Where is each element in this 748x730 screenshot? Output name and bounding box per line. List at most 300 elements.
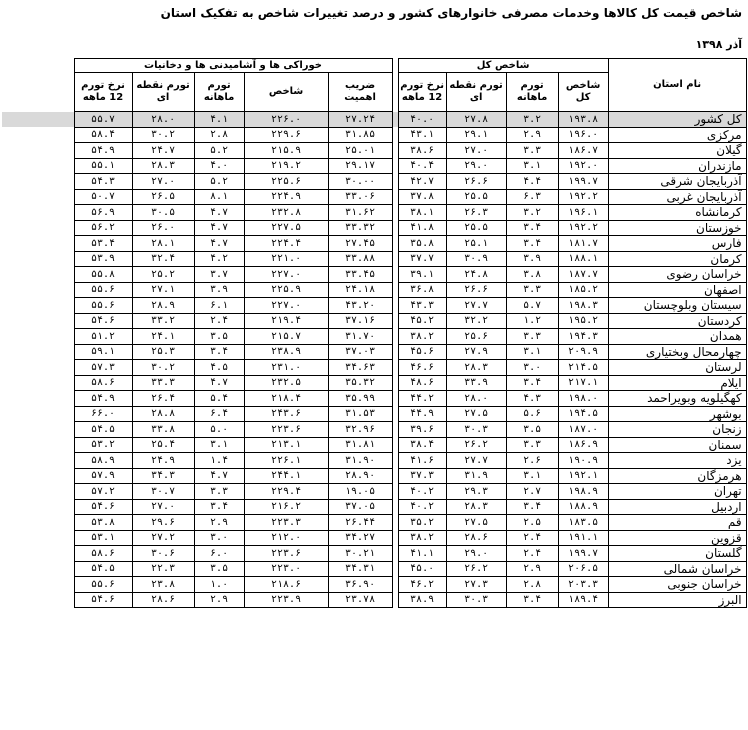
general-index-cell: ۱۸۹.۴ (558, 592, 608, 608)
food-index-cell: ۲۴۴.۱ (244, 468, 328, 484)
food-point-inflation-cell: ۳۳.۸ (132, 422, 194, 438)
food-index-cell: ۲۲۷.۰ (244, 267, 328, 283)
general-12month-inflation-cell: ۴۲.۷ (398, 174, 446, 190)
table-padding (2, 406, 74, 422)
general-monthly-inflation-cell: ۵.۶ (506, 406, 558, 422)
table-padding (2, 499, 74, 515)
food-weight-cell: ۲۴.۱۸ (328, 282, 392, 298)
food-12month-inflation-cell: ۵۵.۶ (74, 282, 132, 298)
province-name: گیلان (608, 143, 746, 159)
table-padding (2, 298, 74, 314)
general-monthly-inflation-cell: ۳.۳ (506, 329, 558, 345)
general-index-cell: ۲۰۶.۵ (558, 561, 608, 577)
province-name: کهگیلویه وبویراحمد (608, 391, 746, 407)
group-separator (392, 577, 398, 593)
group-separator (392, 437, 398, 453)
food-weight-cell: ۳۱.۸۵ (328, 127, 392, 143)
group-separator (392, 127, 398, 143)
table-padding (2, 174, 74, 190)
food-weight-cell: ۳۳.۴۵ (328, 267, 392, 283)
general-12month-inflation-cell: ۴۵.۲ (398, 313, 446, 329)
general-point-inflation-cell: ۲۶.۶ (446, 174, 506, 190)
food-point-inflation-cell: ۳۰.۲ (132, 360, 194, 376)
food-weight-cell: ۲۶.۴۴ (328, 515, 392, 531)
group-separator (392, 561, 398, 577)
table-row (2, 577, 746, 593)
table-row (2, 251, 746, 267)
group-separator (392, 174, 398, 190)
group-separator (392, 251, 398, 267)
food-12month-inflation-cell: ۵۴.۵ (74, 422, 132, 438)
group-separator (392, 530, 398, 546)
general-monthly-inflation-cell: ۳.۱ (506, 468, 558, 484)
food-monthly-inflation-cell: ۴.۵ (194, 360, 244, 376)
document-title: شاخص قیمت کل کالاها وخدمات مصرفی خانوارهای کشور و درصد تغییرات شاخص به تفکیک استان (160, 6, 742, 20)
food-index-cell: ۲۲۳.۶ (244, 546, 328, 562)
general-12month-inflation-cell: ۳۸.۲ (398, 530, 446, 546)
province-name: هرمزگان (608, 468, 746, 484)
general-index-group-header: شاخص کل (398, 59, 608, 73)
table-padding (2, 453, 74, 469)
food-point-inflation-cell: ۲۸.۸ (132, 406, 194, 422)
general-monthly-inflation-cell: ۱.۲ (506, 313, 558, 329)
general-monthly-inflation-cell: ۳.۵ (506, 422, 558, 438)
table-padding (2, 127, 74, 143)
food-group-header: خوراکی ها و آشامیدنی ها و دخانیات (74, 59, 392, 73)
group-separator (392, 499, 398, 515)
general-index-cell: ۱۸۸.۱ (558, 251, 608, 267)
province-name: خراسان جنوبی (608, 577, 746, 593)
food-point-inflation-cell: ۳۰.۷ (132, 484, 194, 500)
food-12month-inflation-cell: ۵۶.۲ (74, 220, 132, 236)
food-weight-cell: ۳۰.۰۰ (328, 174, 392, 190)
table-row (2, 360, 746, 376)
general-12month-inflation-cell: ۴۰.۴ (398, 158, 446, 174)
food-index-col-header: شاخص (244, 73, 328, 112)
food-monthly-inflation-cell: ۴.۷ (194, 236, 244, 252)
general-index-cell: ۱۹۹.۷ (558, 174, 608, 190)
general-index-cell: ۱۹۵.۲ (558, 313, 608, 329)
group-separator (392, 220, 398, 236)
table-padding (2, 329, 74, 345)
general-index-col-header: شاخص کل (558, 73, 608, 112)
province-name: تهران (608, 484, 746, 500)
general-index-cell: ۱۸۶.۷ (558, 143, 608, 159)
general-monthly-inflation-cell: ۳.۹ (506, 251, 558, 267)
general-index-cell: ۱۸۶.۹ (558, 437, 608, 453)
table-row (2, 515, 746, 531)
general-12month-inflation-cell: ۳۷.۳ (398, 468, 446, 484)
food-12month-inflation-cell: ۵۳.۱ (74, 530, 132, 546)
table-row (2, 422, 746, 438)
general-point-inflation-cell: ۲۹.۳ (446, 484, 506, 500)
general-index-cell: ۱۸۷.۷ (558, 267, 608, 283)
food-monthly-inflation-cell: ۳.۴ (194, 344, 244, 360)
province-name: مازندران (608, 158, 746, 174)
food-weight-cell: ۲۸.۹۰ (328, 468, 392, 484)
general-monthly-inflation-cell: ۳.۳ (506, 282, 558, 298)
group-separator (392, 112, 398, 128)
table-padding (2, 220, 74, 236)
food-point-inflation-cell: ۳۰.۵ (132, 205, 194, 221)
general-index-cell: ۱۹۲.۲ (558, 189, 608, 205)
general-12month-inflation-cell: ۴۴.۲ (398, 391, 446, 407)
group-separator (392, 515, 398, 531)
province-name: آذربایجان شرقی (608, 174, 746, 190)
food-index-cell: ۲۱۹.۲ (244, 158, 328, 174)
general-monthly-inflation-cell: ۴.۳ (506, 391, 558, 407)
food-index-cell: ۲۲۷.۰ (244, 298, 328, 314)
food-point-inflation-cell: ۲۳.۸ (132, 577, 194, 593)
food-index-cell: ۲۲۴.۹ (244, 189, 328, 205)
food-index-cell: ۲۲۹.۶ (244, 127, 328, 143)
general-monthly-inflation-cell: ۳.۳ (506, 143, 558, 159)
food-monthly-inflation-cell: ۴.۰ (194, 158, 244, 174)
food-12month-inflation-cell: ۵۷.۲ (74, 484, 132, 500)
food-point-inflation-col-header: تورم نقطه ای (132, 73, 194, 112)
food-weight-cell: ۳۳.۳۲ (328, 220, 392, 236)
province-name: سمنان (608, 437, 746, 453)
table-padding (2, 205, 74, 221)
group-separator (392, 267, 398, 283)
general-point-inflation-cell: ۲۶.۲ (446, 437, 506, 453)
food-point-inflation-cell: ۲۵.۴ (132, 437, 194, 453)
food-point-inflation-cell: ۳۴.۳ (132, 468, 194, 484)
food-index-cell: ۲۱۸.۴ (244, 391, 328, 407)
group-separator (392, 375, 398, 391)
food-index-cell: ۲۱۵.۹ (244, 143, 328, 159)
food-monthly-inflation-col-header: تورم ماهانه (194, 73, 244, 112)
food-point-inflation-cell: ۲۷.۰ (132, 174, 194, 190)
table-row (2, 220, 746, 236)
general-monthly-inflation-cell: ۳.۲ (506, 112, 558, 128)
general-12month-inflation-cell: ۴۳.۳ (398, 298, 446, 314)
table-padding (2, 422, 74, 438)
food-index-cell: ۲۳۲.۸ (244, 205, 328, 221)
food-point-inflation-cell: ۲۶.۵ (132, 189, 194, 205)
table-padding (2, 546, 74, 562)
general-index-cell: ۱۹۲.۱ (558, 468, 608, 484)
table-padding (2, 375, 74, 391)
general-point-inflation-cell: ۲۸.۳ (446, 499, 506, 515)
food-weight-cell: ۲۷.۴۵ (328, 236, 392, 252)
table-body (2, 112, 746, 608)
table-row (2, 406, 746, 422)
table-row (2, 499, 746, 515)
food-12month-inflation-cell: ۵۴.۶ (74, 592, 132, 608)
table-row (2, 189, 746, 205)
table-padding (2, 577, 74, 593)
general-12month-inflation-cell: ۳۶.۸ (398, 282, 446, 298)
table-row (2, 313, 746, 329)
table-row-national (2, 112, 746, 128)
general-12month-inflation-cell: ۳۷.۷ (398, 251, 446, 267)
food-12month-inflation-cell: ۵۹.۱ (74, 344, 132, 360)
food-point-inflation-cell: ۳۲.۴ (132, 251, 194, 267)
general-monthly-inflation-cell: ۳.۳ (506, 437, 558, 453)
general-index-cell: ۱۸۷.۰ (558, 422, 608, 438)
food-12month-inflation-cell: ۵۰.۷ (74, 189, 132, 205)
food-monthly-inflation-cell: ۱.۰ (194, 577, 244, 593)
table-row (2, 174, 746, 190)
food-index-cell: ۲۱۲.۰ (244, 530, 328, 546)
table-padding (2, 251, 74, 267)
general-point-inflation-cell: ۲۷.۵ (446, 515, 506, 531)
food-index-cell: ۲۲۳.۹ (244, 592, 328, 608)
province-name: کل کشور (608, 112, 746, 128)
food-weight-cell: ۳۱.۶۲ (328, 205, 392, 221)
food-12month-inflation-cell: ۵۳.۲ (74, 437, 132, 453)
general-index-cell: ۱۹۸.۰ (558, 391, 608, 407)
table-padding (2, 391, 74, 407)
group-separator (392, 329, 398, 345)
general-index-cell: ۱۸۵.۲ (558, 282, 608, 298)
general-12month-inflation-cell: ۳۷.۸ (398, 189, 446, 205)
food-point-inflation-cell: ۲۹.۶ (132, 515, 194, 531)
general-12month-inflation-cell: ۴۸.۶ (398, 375, 446, 391)
food-weight-cell: ۳۴.۶۳ (328, 360, 392, 376)
general-12month-inflation-cell: ۴۱.۱ (398, 546, 446, 562)
group-separator (392, 205, 398, 221)
province-name: قم (608, 515, 746, 531)
table-row (2, 561, 746, 577)
general-point-inflation-cell: ۲۸.۳ (446, 360, 506, 376)
food-point-inflation-cell: ۲۸.۳ (132, 158, 194, 174)
general-12month-inflation-cell: ۳۵.۸ (398, 236, 446, 252)
food-12month-inflation-cell: ۵۴.۳ (74, 174, 132, 190)
food-monthly-inflation-cell: ۳.۷ (194, 267, 244, 283)
general-index-cell: ۱۹۸.۹ (558, 484, 608, 500)
food-point-inflation-cell: ۲۷.۲ (132, 530, 194, 546)
province-name: کرمانشاه (608, 205, 746, 221)
general-monthly-inflation-cell: ۳.۴ (506, 220, 558, 236)
table-row (2, 453, 746, 469)
food-weight-cell: ۳۵.۳۲ (328, 375, 392, 391)
food-monthly-inflation-cell: ۳.۰ (194, 530, 244, 546)
province-name: یزد (608, 453, 746, 469)
food-monthly-inflation-cell: ۶.۰ (194, 546, 244, 562)
province-name: لرستان (608, 360, 746, 376)
group-separator (392, 189, 398, 205)
table-padding (2, 112, 74, 128)
food-12month-inflation-cell: ۵۵.۸ (74, 267, 132, 283)
group-separator (392, 592, 398, 608)
province-name: همدان (608, 329, 746, 345)
food-12month-inflation-cell: ۵۵.۱ (74, 158, 132, 174)
food-point-inflation-cell: ۲۶.۰ (132, 220, 194, 236)
table-padding (2, 189, 74, 205)
food-weight-cell: ۳۱.۵۳ (328, 406, 392, 422)
general-monthly-inflation-cell: ۲.۹ (506, 561, 558, 577)
general-monthly-inflation-cell: ۴.۴ (506, 174, 558, 190)
province-name: خراسان رضوی (608, 267, 746, 283)
general-index-cell: ۱۹۴.۵ (558, 406, 608, 422)
food-weight-cell: ۳۷.۰۳ (328, 344, 392, 360)
general-monthly-inflation-cell: ۲.۷ (506, 484, 558, 500)
province-name: قزوین (608, 530, 746, 546)
table-row (2, 282, 746, 298)
food-12month-inflation-cell: ۵۵.۶ (74, 298, 132, 314)
province-name: بوشهر (608, 406, 746, 422)
food-index-cell: ۲۴۳.۶ (244, 406, 328, 422)
table-row (2, 484, 746, 500)
food-index-cell: ۲۲۷.۵ (244, 220, 328, 236)
food-point-inflation-cell: ۲۸.۶ (132, 592, 194, 608)
general-12month-inflation-cell: ۳۵.۲ (398, 515, 446, 531)
table-row (2, 267, 746, 283)
food-weight-cell: ۳۱.۹۰ (328, 453, 392, 469)
food-weight-cell: ۳۶.۹۰ (328, 577, 392, 593)
food-point-inflation-cell: ۲۷.۰ (132, 499, 194, 515)
food-monthly-inflation-cell: ۶.۴ (194, 406, 244, 422)
table-row (2, 530, 746, 546)
general-12month-inflation-cell: ۴۵.۶ (398, 344, 446, 360)
food-weight-cell: ۳۰.۲۱ (328, 546, 392, 562)
general-12month-inflation-cell: ۴۱.۶ (398, 453, 446, 469)
food-weight-cell: ۳۴.۲۷ (328, 530, 392, 546)
food-weight-cell: ۳۱.۷۰ (328, 329, 392, 345)
food-weight-cell: ۴۳.۲۰ (328, 298, 392, 314)
general-12month-inflation-cell: ۴۴.۹ (398, 406, 446, 422)
province-name: مرکزی (608, 127, 746, 143)
food-monthly-inflation-cell: ۴.۷ (194, 468, 244, 484)
general-12month-inflation-cell: ۴۵.۰ (398, 561, 446, 577)
general-12month-inflation-cell: ۳۸.۶ (398, 143, 446, 159)
group-separator (392, 344, 398, 360)
food-12month-inflation-cell: ۵۵.۶ (74, 577, 132, 593)
food-12month-inflation-cell: ۵۷.۳ (74, 360, 132, 376)
food-12month-inflation-col-header: نرخ تورم 12 ماهه (74, 73, 132, 112)
food-weight-cell: ۲۵.۰۱ (328, 143, 392, 159)
general-index-cell: ۱۹۴.۳ (558, 329, 608, 345)
general-12month-inflation-col-header: نرخ تورم 12 ماهه (398, 73, 446, 112)
table-padding (2, 592, 74, 608)
food-point-inflation-cell: ۲۸.۹ (132, 298, 194, 314)
food-point-inflation-cell: ۲۴.۷ (132, 143, 194, 159)
food-index-cell: ۲۳۲.۵ (244, 375, 328, 391)
table-padding (2, 561, 74, 577)
general-index-cell: ۱۸۸.۹ (558, 499, 608, 515)
food-12month-inflation-cell: ۵۸.۶ (74, 375, 132, 391)
table-row (2, 546, 746, 562)
general-point-inflation-cell: ۳۳.۹ (446, 375, 506, 391)
group-separator (392, 298, 398, 314)
general-12month-inflation-cell: ۴۶.۲ (398, 577, 446, 593)
province-name: سیستان وبلوچستان (608, 298, 746, 314)
food-weight-cell: ۳۴.۳۱ (328, 561, 392, 577)
food-point-inflation-cell: ۳۰.۲ (132, 127, 194, 143)
general-index-cell: ۱۹۳.۸ (558, 112, 608, 128)
general-point-inflation-cell: ۲۶.۳ (446, 205, 506, 221)
food-index-cell: ۲۱۵.۷ (244, 329, 328, 345)
general-12month-inflation-cell: ۳۹.۶ (398, 422, 446, 438)
general-point-inflation-cell: ۲۷.۷ (446, 453, 506, 469)
general-point-inflation-cell: ۳۰.۹ (446, 251, 506, 267)
general-monthly-inflation-cell: ۲.۴ (506, 530, 558, 546)
general-monthly-inflation-cell: ۲.۵ (506, 515, 558, 531)
food-index-cell: ۲۲۶.۰ (244, 112, 328, 128)
food-12month-inflation-cell: ۵۴.۹ (74, 391, 132, 407)
food-index-cell: ۲۲۱.۰ (244, 251, 328, 267)
food-point-inflation-cell: ۲۸.۱ (132, 236, 194, 252)
document-date: آذر ۱۳۹۸ (695, 38, 742, 51)
general-point-inflation-cell: ۲۷.۷ (446, 298, 506, 314)
group-separator (392, 484, 398, 500)
general-monthly-inflation-cell: ۲.۸ (506, 577, 558, 593)
table-row (2, 344, 746, 360)
general-monthly-inflation-cell: ۳.۱ (506, 344, 558, 360)
province-name: البرز (608, 592, 746, 608)
food-monthly-inflation-cell: ۴.۷ (194, 375, 244, 391)
food-point-inflation-cell: ۲۷.۱ (132, 282, 194, 298)
table-padding (2, 484, 74, 500)
table-padding (2, 360, 74, 376)
food-12month-inflation-cell: ۶۶.۰ (74, 406, 132, 422)
food-monthly-inflation-cell: ۳.۵ (194, 561, 244, 577)
province-name: گلستان (608, 546, 746, 562)
general-12month-inflation-cell: ۴۱.۸ (398, 220, 446, 236)
food-index-cell: ۲۲۳.۰ (244, 561, 328, 577)
table-row (2, 391, 746, 407)
general-point-inflation-cell: ۲۶.۶ (446, 282, 506, 298)
food-weight-cell: ۳۳.۸۸ (328, 251, 392, 267)
general-point-inflation-cell: ۲۸.۰ (446, 391, 506, 407)
province-header: نام استان (608, 59, 746, 112)
general-point-inflation-cell: ۲۷.۵ (446, 406, 506, 422)
province-name: خوزستان (608, 220, 746, 236)
food-12month-inflation-cell: ۵۱.۲ (74, 329, 132, 345)
table-row (2, 205, 746, 221)
general-index-cell: ۱۹۲.۲ (558, 220, 608, 236)
general-point-inflation-col-header: تورم نقطه ای (446, 73, 506, 112)
general-12month-inflation-cell: ۳۸.۹ (398, 592, 446, 608)
general-index-cell: ۱۹۹.۷ (558, 546, 608, 562)
food-point-inflation-cell: ۲۶.۴ (132, 391, 194, 407)
general-point-inflation-cell: ۲۹.۰ (446, 158, 506, 174)
general-point-inflation-cell: ۲۵.۶ (446, 329, 506, 345)
food-12month-inflation-cell: ۵۳.۸ (74, 515, 132, 531)
table-row (2, 592, 746, 608)
food-index-cell: ۲۳۸.۹ (244, 344, 328, 360)
general-monthly-inflation-cell: ۳.۱ (506, 158, 558, 174)
general-point-inflation-cell: ۳۰.۳ (446, 422, 506, 438)
food-monthly-inflation-cell: ۵.۲ (194, 174, 244, 190)
food-weight-cell: ۳۱.۸۱ (328, 437, 392, 453)
general-index-cell: ۱۹۲.۰ (558, 158, 608, 174)
general-monthly-inflation-cell: ۶.۳ (506, 189, 558, 205)
general-point-inflation-cell: ۲۵.۵ (446, 220, 506, 236)
food-12month-inflation-cell: ۵۸.۴ (74, 127, 132, 143)
general-monthly-inflation-cell: ۳.۴ (506, 236, 558, 252)
food-index-cell: ۲۲۹.۴ (244, 484, 328, 500)
general-point-inflation-cell: ۲۵.۱ (446, 236, 506, 252)
food-monthly-inflation-cell: ۴.۲ (194, 251, 244, 267)
general-index-cell: ۱۸۱.۷ (558, 236, 608, 252)
food-point-inflation-cell: ۲۲.۳ (132, 561, 194, 577)
food-monthly-inflation-cell: ۴.۷ (194, 220, 244, 236)
general-monthly-inflation-col-header: تورم ماهانه (506, 73, 558, 112)
general-12month-inflation-cell: ۴۶.۶ (398, 360, 446, 376)
table-row (2, 298, 746, 314)
general-12month-inflation-cell: ۳۸.۱ (398, 205, 446, 221)
general-monthly-inflation-cell: ۳.۲ (506, 205, 558, 221)
food-monthly-inflation-cell: ۲.۸ (194, 127, 244, 143)
food-monthly-inflation-cell: ۸.۱ (194, 189, 244, 205)
food-monthly-inflation-cell: ۱.۴ (194, 453, 244, 469)
general-point-inflation-cell: ۲۵.۵ (446, 189, 506, 205)
table-padding (2, 236, 74, 252)
general-point-inflation-cell: ۲۷.۳ (446, 577, 506, 593)
